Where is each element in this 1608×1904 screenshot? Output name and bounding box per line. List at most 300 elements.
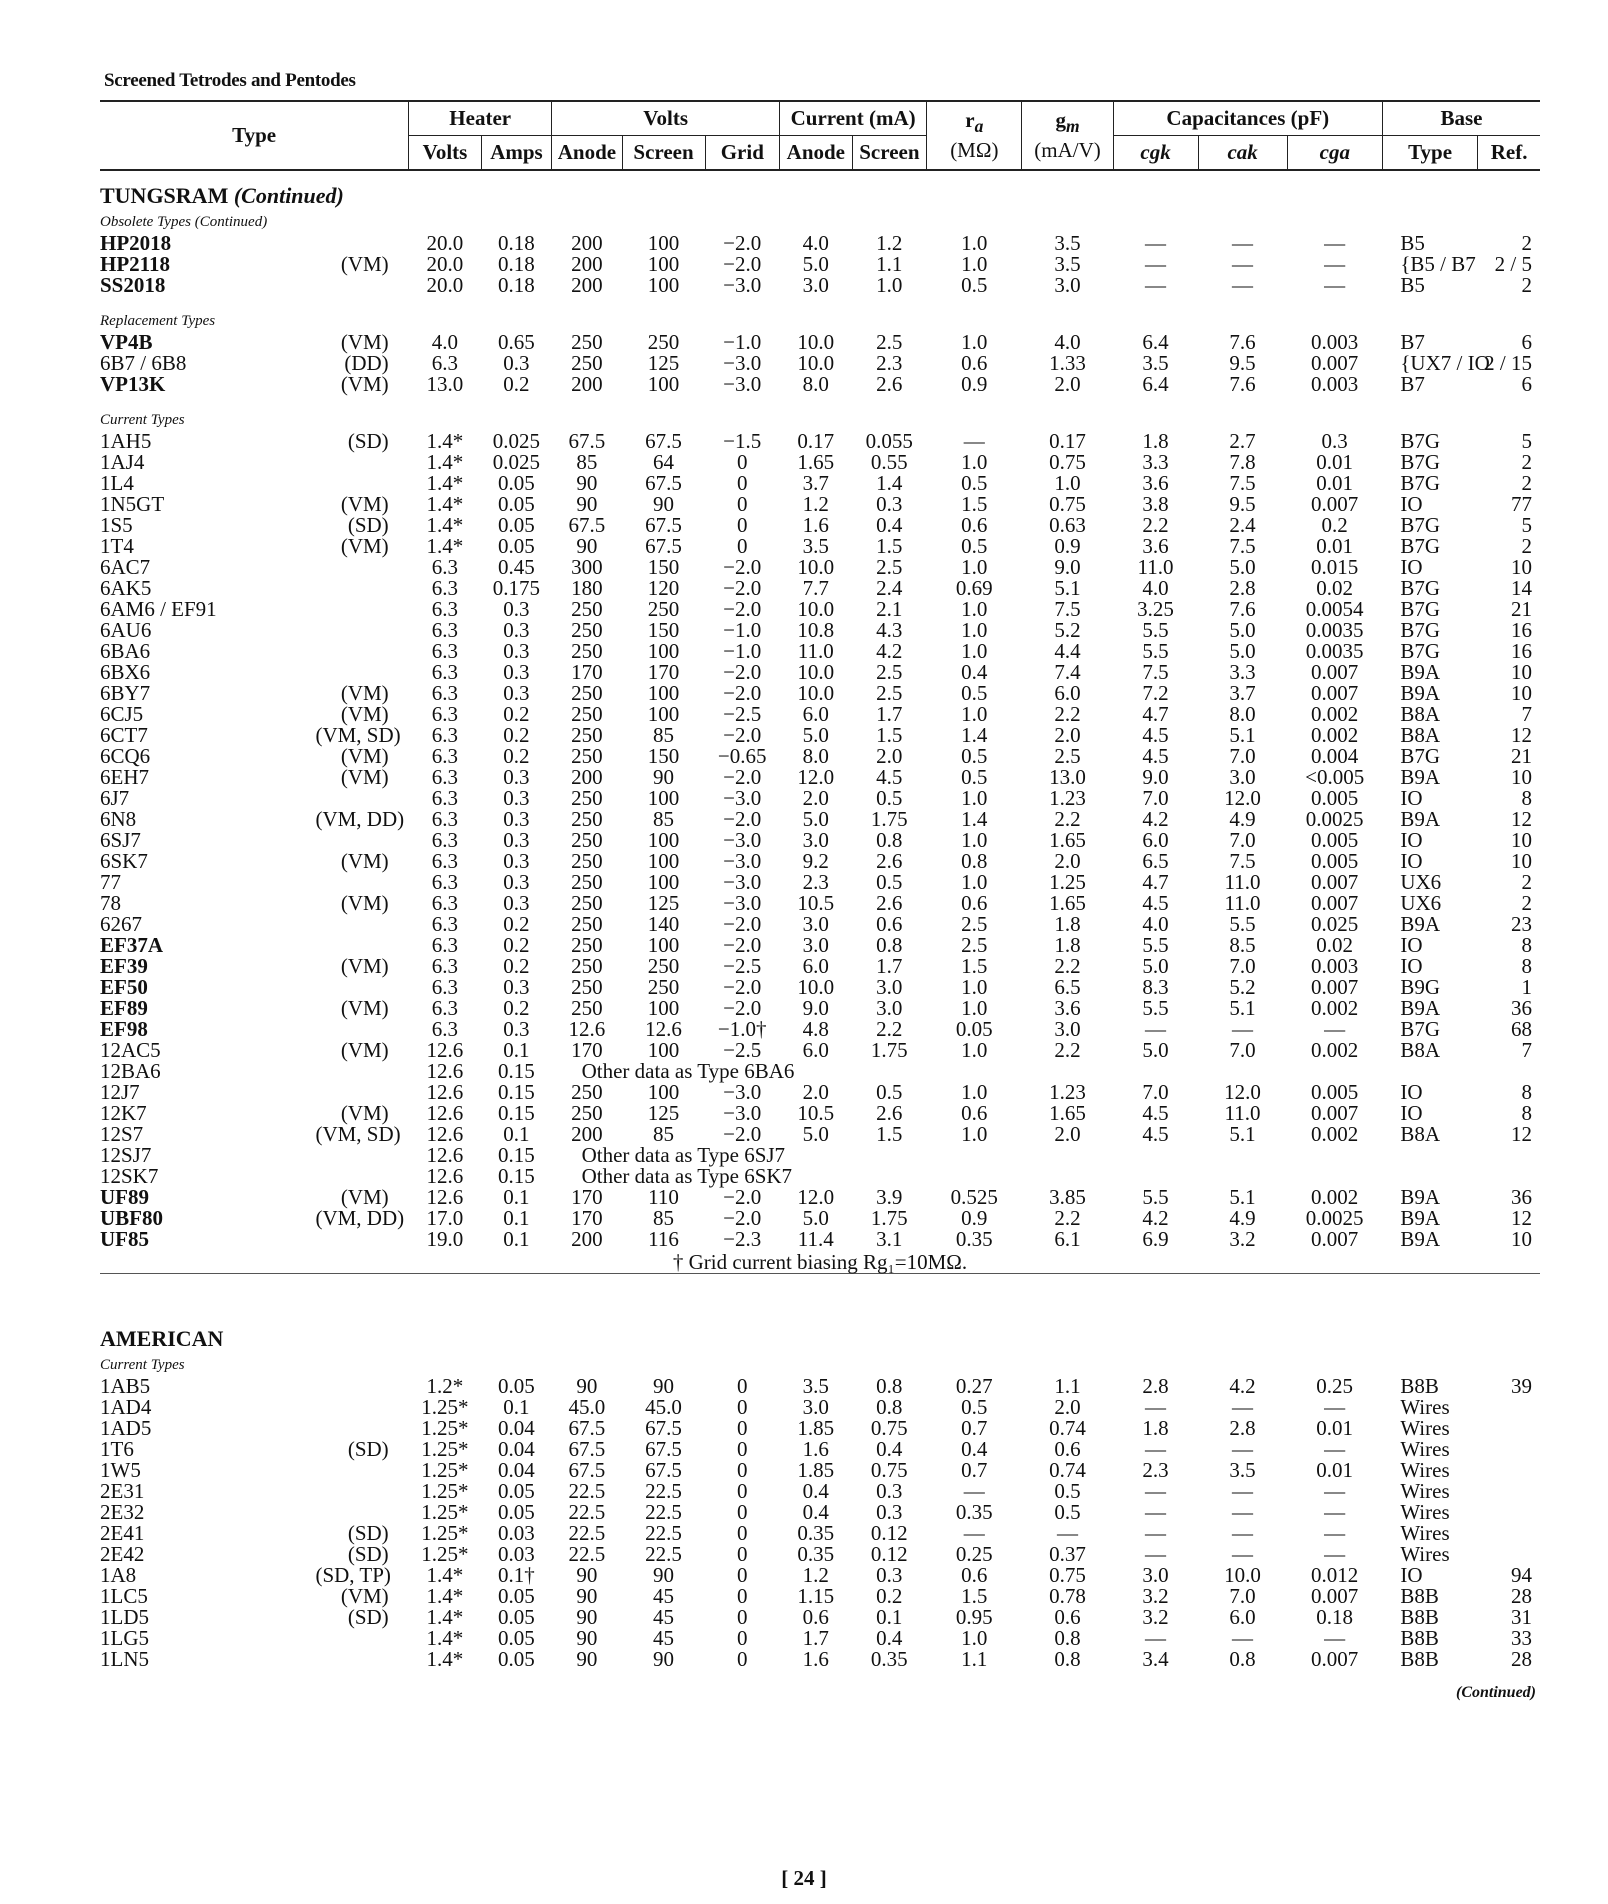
- anode-current: 3.5: [802, 1374, 829, 1398]
- heater-volts: 6.3: [431, 891, 459, 915]
- table-row: [100, 1040, 1540, 1061]
- grid-volts: 0: [736, 1584, 748, 1608]
- screen-volts: 100: [647, 1038, 680, 1062]
- heater-volts: 17.0: [426, 1206, 464, 1230]
- header-heater-amps: Amps: [481, 136, 551, 170]
- heater-volts: 1.2*: [426, 1374, 464, 1398]
- heater-volts: 6.3: [431, 639, 459, 663]
- cga-value: 0.007: [1311, 351, 1359, 375]
- cgk-value: 4.2: [1142, 807, 1169, 831]
- screen-current: 2.1: [876, 597, 903, 621]
- cga-value: 0.02: [1316, 576, 1354, 600]
- heater-amps: 0.2: [503, 954, 530, 978]
- tube-type: 6SK7: [100, 849, 148, 873]
- anode-volts: 250: [571, 975, 603, 999]
- tube-type: VP13K: [100, 372, 166, 396]
- tube-note: (VM): [340, 1038, 389, 1062]
- screen-current: 3.9: [876, 1185, 903, 1209]
- spacer-cell: [100, 395, 1540, 404]
- tube-note: (VM): [340, 891, 389, 915]
- base-ref: 12: [1511, 1122, 1532, 1146]
- cga-value: 0.01: [1316, 471, 1354, 495]
- cgk-value: 7.0: [1142, 786, 1169, 810]
- screen-volts: 150: [647, 744, 680, 768]
- screen-current: 0.8: [876, 1395, 903, 1419]
- anode-volts: 250: [571, 891, 603, 915]
- table-row: [100, 1628, 1540, 1649]
- cgk-value: 3.25: [1137, 597, 1174, 621]
- heater-volts: 1.25*: [421, 1542, 469, 1566]
- cga-value: —: [1324, 231, 1346, 255]
- heater-amps: 0.15: [498, 1101, 535, 1125]
- screen-volts: 100: [647, 273, 680, 297]
- screen-volts: 85: [652, 807, 674, 831]
- table-row: [100, 1544, 1540, 1565]
- heater-volts: 20.0: [426, 231, 464, 255]
- tube-note: [315, 1628, 408, 1649]
- base-type: B7G: [1400, 534, 1441, 558]
- cgk-value: 4.7: [1142, 702, 1169, 726]
- anode-current: 5.0: [802, 723, 829, 747]
- page-number: [ 24 ]: [781, 1866, 827, 1890]
- tube-note: [315, 275, 408, 296]
- heater-volts: 6.3: [431, 597, 459, 621]
- cgk-value: —: [1144, 252, 1166, 276]
- ra-value: 1.0: [961, 555, 988, 579]
- screen-current: 0.12: [870, 1542, 908, 1566]
- tube-note: (VM): [340, 954, 389, 978]
- screen-volts: 116: [648, 1227, 679, 1251]
- gm-value: 0.74: [1049, 1416, 1086, 1440]
- tube-type: EF37A: [100, 933, 163, 957]
- gm-value: 2.2: [1054, 1038, 1081, 1062]
- heater-volts: 13.0: [426, 372, 464, 396]
- table-row: [100, 704, 1540, 725]
- ra-value: 1.4: [961, 807, 988, 831]
- cga-value: 0.002: [1311, 723, 1359, 747]
- tube-note: (SD): [347, 1437, 389, 1461]
- grid-volts: −2.0: [723, 252, 762, 276]
- anode-volts: 22.5: [568, 1479, 606, 1503]
- cga-value: 0.005: [1311, 828, 1359, 852]
- cak-value: 7.6: [1229, 372, 1256, 396]
- screen-current: 2.5: [876, 555, 903, 579]
- tube-note: [315, 1649, 408, 1670]
- base-ref: 36: [1511, 996, 1532, 1020]
- ra-value: 1.0: [961, 618, 988, 642]
- screen-volts: 100: [647, 870, 680, 894]
- heater-amps: 0.2: [503, 723, 530, 747]
- cga-value: —: [1324, 1521, 1346, 1545]
- tube-type: 12K7: [100, 1101, 147, 1125]
- base-type: Wires: [1400, 1437, 1450, 1461]
- cga-value: 0.0035: [1305, 618, 1364, 642]
- heater-amps: 0.15: [498, 1164, 535, 1188]
- cak-value: 7.8: [1229, 450, 1256, 474]
- grid-volts: 0: [736, 1416, 748, 1440]
- cga-value: 0.25: [1316, 1374, 1354, 1398]
- cga-value: 0.2: [1321, 513, 1348, 537]
- ra-value: 0.6: [961, 513, 988, 537]
- anode-volts: 300: [571, 555, 603, 579]
- tube-type: 1T6: [100, 1437, 134, 1461]
- header-current: Current (mA): [780, 102, 927, 136]
- gm-value: 0.75: [1049, 492, 1086, 516]
- anode-volts: 170: [571, 660, 603, 684]
- ra-value: 1.5: [961, 1584, 988, 1608]
- base-ref: 36: [1511, 1185, 1532, 1209]
- tube-type: 12SK7: [100, 1164, 159, 1188]
- table-row: [100, 767, 1540, 788]
- anode-current: 5.0: [802, 1122, 829, 1146]
- grid-volts: −2.0: [723, 807, 762, 831]
- cga-value: 0.007: [1311, 870, 1359, 894]
- anode-volts: 180: [571, 576, 603, 600]
- screen-current: 4.5: [876, 765, 903, 789]
- anode-volts: 67.5: [568, 513, 606, 537]
- cak-value: —: [1231, 273, 1253, 297]
- anode-volts: 67.5: [568, 1458, 606, 1482]
- gm-value: 2.2: [1054, 702, 1081, 726]
- cga-value: 0.0054: [1305, 597, 1364, 621]
- base-type: B7: [1400, 372, 1425, 396]
- cga-value: 0.01: [1316, 450, 1354, 474]
- tube-type: EF98: [100, 1017, 148, 1041]
- grid-volts: 0: [736, 1374, 748, 1398]
- anode-volts: 90: [576, 492, 598, 516]
- gm-value: 0.78: [1049, 1584, 1086, 1608]
- base-type: B8A: [1400, 1038, 1441, 1062]
- heater-volts: 1.25*: [421, 1395, 469, 1419]
- tube-note: (VM): [340, 1185, 389, 1209]
- cga-value: 0.025: [1311, 912, 1359, 936]
- anode-volts: 250: [571, 849, 603, 873]
- table-row: [100, 275, 1540, 296]
- grid-volts: 0: [736, 534, 748, 558]
- screen-volts: 85: [652, 1206, 674, 1230]
- cga-value: 0.007: [1311, 1227, 1359, 1251]
- tube-note: (SD): [347, 1542, 389, 1566]
- anode-volts: 90: [576, 1374, 598, 1398]
- screen-current: 0.3: [876, 1500, 903, 1524]
- anode-current: 1.2: [802, 492, 829, 516]
- table-row: [100, 1586, 1540, 1607]
- cga-value: 0.0025: [1305, 807, 1364, 831]
- gm-subscript: m: [1065, 116, 1080, 137]
- base-type: B7G: [1400, 618, 1441, 642]
- heater-amps: 0.04: [498, 1437, 535, 1461]
- screen-current: 0.3: [876, 1479, 903, 1503]
- screen-volts: 110: [648, 1185, 679, 1209]
- screen-volts: 100: [647, 231, 680, 255]
- gm-value: 2.0: [1054, 1122, 1081, 1146]
- anode-current: 10.0: [797, 555, 835, 579]
- screen-volts: 100: [647, 639, 680, 663]
- tube-note: [315, 830, 408, 851]
- screen-current: 1.5: [876, 723, 903, 747]
- tube-note: (VM, SD): [315, 723, 401, 747]
- cgk-value: 3.8: [1142, 492, 1169, 516]
- ra-value: 0.5: [961, 273, 988, 297]
- ra-value: 2.5: [961, 933, 988, 957]
- header-current-screen: Screen: [852, 136, 927, 170]
- grid-volts: −3.0: [723, 870, 762, 894]
- manufacturer-suffix: (Continued): [233, 183, 344, 208]
- continued-note: (Continued): [1455, 1684, 1536, 1701]
- tube-note: [315, 557, 408, 578]
- grid-volts: 0: [736, 1500, 748, 1524]
- base-ref: 8: [1521, 933, 1532, 957]
- ra-value: 0.35: [955, 1227, 993, 1251]
- screen-current: 1.2: [876, 231, 903, 255]
- anode-current: 10.0: [797, 660, 835, 684]
- base-type: B7G: [1400, 513, 1441, 537]
- gm-value: 0.6: [1054, 1437, 1081, 1461]
- anode-volts: 250: [571, 1080, 603, 1104]
- manufacturer-name: AMERICAN: [100, 1326, 224, 1351]
- anode-current: 2.3: [802, 870, 829, 894]
- heater-amps: 0.05: [498, 471, 535, 495]
- tube-note: (DD): [344, 351, 389, 375]
- tube-note: (SD): [347, 1521, 389, 1545]
- table-row: [100, 1166, 1540, 1187]
- screen-current: 0.055: [865, 429, 913, 453]
- tube-type: 12J7: [100, 1080, 140, 1104]
- heater-amps: 0.3: [503, 1017, 530, 1041]
- heater-volts: 6.3: [431, 870, 459, 894]
- grid-volts: −2.0: [723, 597, 762, 621]
- ra-value: 1.0: [961, 1038, 988, 1062]
- base-ref: [1478, 1460, 1540, 1481]
- anode-volts: 170: [571, 1038, 603, 1062]
- table-row: [100, 893, 1540, 914]
- header-type: Type: [232, 123, 277, 147]
- ra-value: 0.05: [955, 1017, 993, 1041]
- cgk-value: 5.0: [1142, 1038, 1169, 1062]
- gm-value: 1.23: [1049, 1080, 1086, 1104]
- anode-current: 4.8: [802, 1017, 829, 1041]
- ra-value: 0.6: [961, 1101, 988, 1125]
- gm-value: 3.5: [1054, 252, 1081, 276]
- anode-volts: 250: [571, 912, 603, 936]
- cak-value: 9.5: [1229, 351, 1256, 375]
- ra-value: 1.0: [961, 231, 988, 255]
- header-heater: Heater: [409, 102, 552, 136]
- heater-amps: 0.45: [498, 555, 535, 579]
- cak-value: 2.4: [1229, 513, 1256, 537]
- ra-value: 1.0: [961, 597, 988, 621]
- tube-note: [315, 641, 408, 662]
- screen-volts: 250: [647, 330, 680, 354]
- cak-value: 11.0: [1224, 1101, 1261, 1125]
- gm-value: 0.37: [1049, 1542, 1086, 1566]
- heater-amps: 0.05: [498, 1374, 535, 1398]
- anode-current: 0.4: [802, 1500, 829, 1524]
- tube-type: 6BA6: [100, 639, 151, 663]
- cgk-value: —: [1144, 1437, 1166, 1461]
- grid-volts: 0: [736, 513, 748, 537]
- screen-volts: 100: [647, 681, 680, 705]
- manufacturer-row: [100, 171, 1540, 206]
- base-ref: 1: [1521, 975, 1532, 999]
- tube-type: 1LC5: [100, 1584, 148, 1608]
- cga-value: 0.01: [1316, 534, 1354, 558]
- tube-type: 6J7: [100, 786, 130, 810]
- screen-current: 3.1: [876, 1227, 903, 1251]
- ra-symbol: r: [965, 108, 975, 133]
- footnote: † Grid current biasing Rg₁=10MΩ.: [672, 1250, 968, 1274]
- heater-volts: 6.3: [431, 744, 459, 768]
- base-type: UX6: [1400, 891, 1442, 915]
- table-row: [100, 431, 1540, 452]
- tube-note: (VM): [340, 1584, 389, 1608]
- grid-volts: 0: [736, 1458, 748, 1482]
- gm-value: 1.1: [1054, 1374, 1081, 1398]
- anode-current: 8.0: [802, 372, 829, 396]
- base-ref: [1478, 1439, 1540, 1460]
- table-row: [100, 830, 1540, 851]
- table-row: [100, 1229, 1540, 1250]
- tube-type: 1LG5: [100, 1626, 149, 1650]
- screen-volts: 45: [652, 1626, 674, 1650]
- base-type: B8B: [1400, 1647, 1439, 1671]
- anode-current: 9.2: [802, 849, 829, 873]
- base-ref: 7: [1521, 1038, 1532, 1062]
- base-type: B8B: [1400, 1374, 1439, 1398]
- tube-type: 2E31: [100, 1479, 145, 1503]
- anode-current: 1.65: [797, 450, 835, 474]
- anode-current: 3.0: [802, 912, 829, 936]
- heater-amps: 0.3: [503, 660, 530, 684]
- anode-volts: 90: [576, 1626, 598, 1650]
- cak-value: 7.5: [1229, 534, 1256, 558]
- table-row: [100, 1397, 1540, 1418]
- base-type: IO: [1400, 1080, 1423, 1104]
- cgk-value: —: [1144, 1395, 1166, 1419]
- cak-value: 7.0: [1229, 744, 1256, 768]
- ra-value: 1.5: [961, 954, 988, 978]
- tube-note: [315, 452, 408, 473]
- tube-type: 6N8: [100, 807, 137, 831]
- base-ref: 10: [1511, 660, 1532, 684]
- anode-volts: 250: [571, 597, 603, 621]
- base-type: Wires: [1400, 1500, 1450, 1524]
- heater-volts: 19.0: [426, 1227, 464, 1251]
- gm-value: 4.4: [1054, 639, 1081, 663]
- tube-note: [315, 233, 408, 254]
- grid-volts: −3.0: [723, 891, 762, 915]
- base-type: B7G: [1400, 471, 1441, 495]
- base-ref: 10: [1511, 681, 1532, 705]
- cga-value: —: [1324, 1626, 1346, 1650]
- heater-volts: 1.25*: [421, 1479, 469, 1503]
- gm-value: 2.0: [1054, 849, 1081, 873]
- cga-value: 0.003: [1311, 372, 1359, 396]
- anode-current: 9.0: [802, 996, 829, 1020]
- anode-volts: 250: [571, 681, 603, 705]
- tube-note: [315, 1229, 408, 1250]
- cgk-value: 11.0: [1137, 555, 1174, 579]
- heater-amps: 0.1†: [498, 1563, 535, 1587]
- screen-current: 0.5: [876, 786, 903, 810]
- header-volts-grid: Grid: [705, 136, 780, 170]
- heater-volts: 1.4*: [426, 1626, 464, 1650]
- base-type: B7G: [1400, 1017, 1441, 1041]
- grid-volts: −1.0†: [717, 1017, 767, 1041]
- cga-value: 0.007: [1311, 681, 1359, 705]
- gm-value: 6.5: [1054, 975, 1081, 999]
- heater-volts: 6.3: [431, 1017, 459, 1041]
- screen-volts: 22.5: [645, 1542, 682, 1566]
- tube-type: 6BY7: [100, 681, 151, 705]
- base-ref: [1478, 1502, 1540, 1523]
- ra-value: 0.6: [961, 351, 988, 375]
- heater-amps: 0.175: [492, 576, 541, 600]
- heater-volts: 6.3: [431, 786, 459, 810]
- cgk-value: 3.0: [1142, 1563, 1169, 1587]
- anode-volts: 200: [571, 372, 603, 396]
- gm-value: 2.2: [1054, 954, 1081, 978]
- anode-current: 0.4: [802, 1479, 829, 1503]
- tube-note: (VM): [340, 744, 389, 768]
- ra-value: 1.0: [961, 975, 988, 999]
- screen-current: 1.7: [876, 954, 903, 978]
- gm-value: 3.6: [1054, 996, 1081, 1020]
- grid-volts: −2.0: [723, 1206, 762, 1230]
- table-row: [100, 353, 1540, 374]
- tube-type: 1S5: [100, 513, 133, 537]
- cgk-value: 3.2: [1142, 1605, 1169, 1629]
- tube-note: [315, 1166, 408, 1187]
- cga-value: 0.004: [1311, 744, 1359, 768]
- base-ref: 10: [1511, 1227, 1532, 1251]
- tube-type: 2E42: [100, 1542, 145, 1566]
- cga-value: —: [1324, 252, 1346, 276]
- gm-value: 0.6: [1054, 1605, 1081, 1629]
- heater-volts: 6.3: [431, 765, 459, 789]
- table-row: [100, 233, 1540, 254]
- anode-volts: 67.5: [568, 1416, 606, 1440]
- heater-volts: 6.3: [431, 975, 459, 999]
- tube-type: 6CQ6: [100, 744, 151, 768]
- document-page: [100, 70, 1540, 1702]
- grid-volts: 0: [736, 1521, 748, 1545]
- cgk-value: —: [1144, 1500, 1166, 1524]
- anode-current: 10.5: [797, 1101, 835, 1125]
- screen-volts: 170: [647, 660, 680, 684]
- anode-volts: 200: [571, 252, 603, 276]
- cgk-value: 5.5: [1142, 996, 1169, 1020]
- tube-note: [315, 1376, 408, 1397]
- anode-current: 1.85: [797, 1458, 835, 1482]
- gm-value: 0.75: [1049, 1563, 1086, 1587]
- anode-current: 2.0: [802, 786, 829, 810]
- ra-value: 1.4: [961, 723, 988, 747]
- base-type: B9A: [1400, 996, 1441, 1020]
- heater-volts: 6.3: [431, 933, 459, 957]
- cak-value: 3.7: [1229, 681, 1256, 705]
- screen-current: 1.4: [876, 471, 903, 495]
- heater-volts: 1.4*: [426, 513, 464, 537]
- grid-volts: −3.0: [723, 351, 762, 375]
- cak-value: 5.1: [1229, 723, 1256, 747]
- header-ra: [927, 102, 1022, 169]
- screen-current: 0.5: [876, 870, 903, 894]
- cgk-value: 3.4: [1142, 1647, 1169, 1671]
- heater-amps: 0.3: [503, 891, 530, 915]
- ra-value: 1.0: [961, 1080, 988, 1104]
- heater-volts: 12.6: [426, 1185, 464, 1209]
